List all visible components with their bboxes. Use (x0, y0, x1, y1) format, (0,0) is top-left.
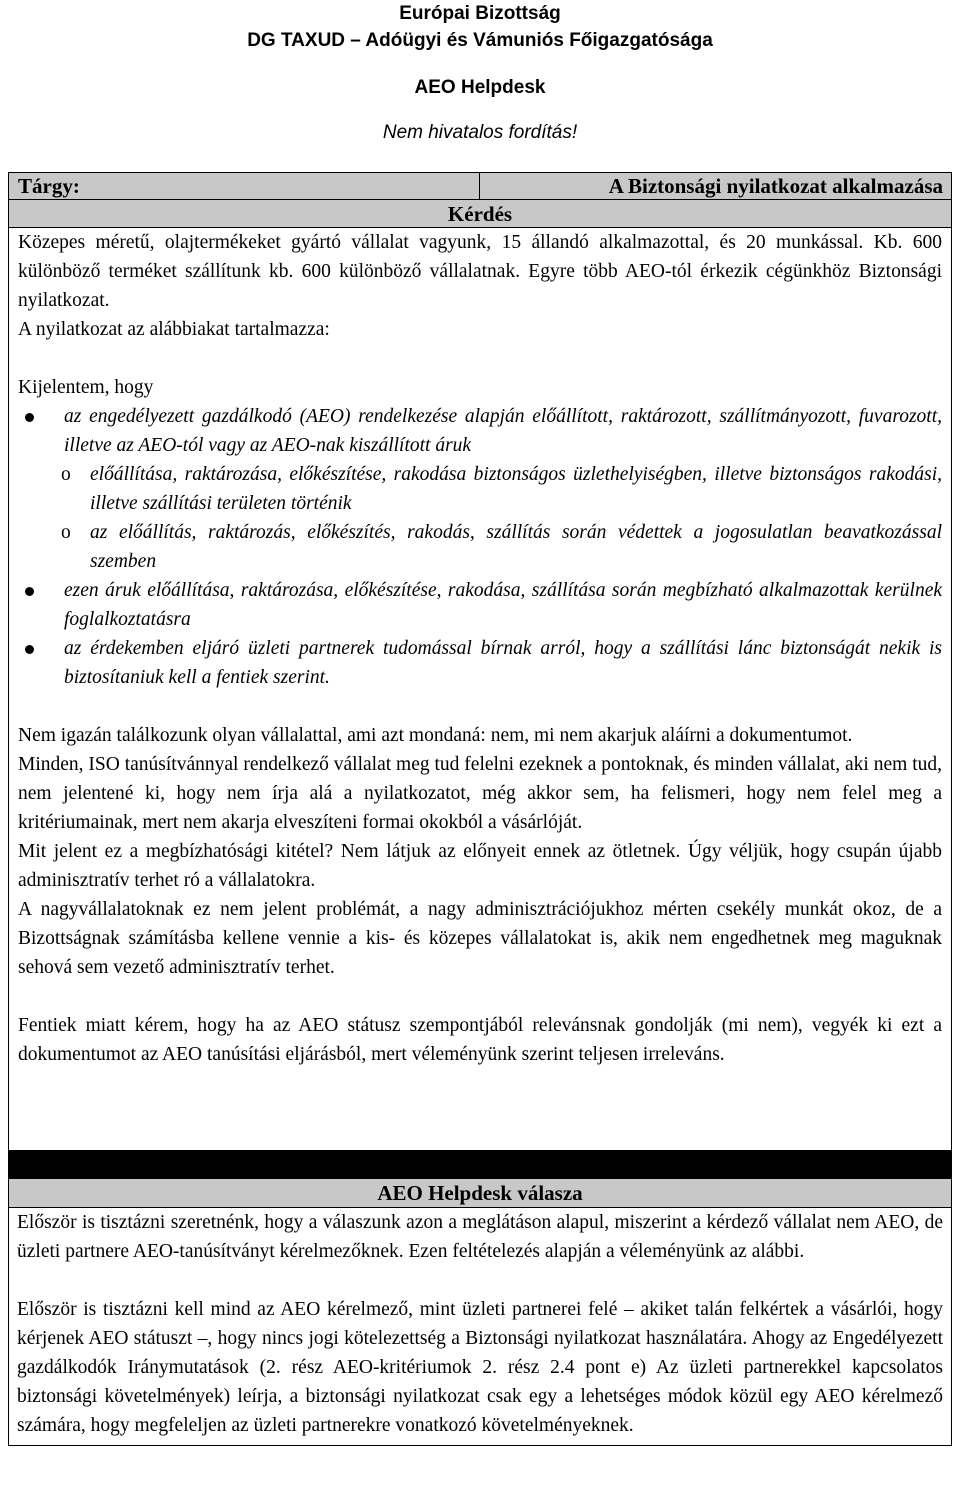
subject-row (8, 172, 952, 200)
list-item (18, 576, 942, 634)
declaration-intro: Kijelentem, hogy (18, 377, 154, 398)
sub-list-item-text: előállítása, raktározása, előkészítése, rakodása biztonságos üzlethelyiségben, illetve biztonságos rakodási, illetve szállítási területen történik (90, 464, 942, 514)
answer-heading: AEO Helpdesk válasza (8, 1179, 952, 1208)
list-item (18, 634, 942, 692)
answer-paragraph: Először is tisztázni kell mind az AEO kérelmező, mint üzleti partnerei felé – akiket talán felkértek a vásárlói, hogy kérjenek AEO státuszt –, hogy nincs jogi kötelezettség a Biztonsági nyilatkozat használatára. Ahogy az Engedélyezett gazdálkodók Iránymutatások (2. rész AEO-kritériumok 2. rész 2.4 pont e) Az üzleti partnerekkel kapcsolatos biztonsági követelmények) leírja, a biztonsági nyilatkozat csak egy a lehetséges módok közül egy AEO kérelmező számára, hogy megfeleljen az üzleti partnerekre vonatkozó követelményeknek. (17, 1299, 943, 1436)
bullet-icon (25, 645, 34, 654)
question-paragraph: Mit jelent ez a megbízhatósági kitétel? Nem látjuk az előnyeit ennek az ötletnek. Úgy véljük, hogy csupán újabb adminisztratív terhet ró a vállalatokra. (18, 841, 942, 891)
question-paragraph: Közepes méretű, olajtermékeket gyártó vállalat vagyunk, 15 állandó alkalmazottal, és 20 munkással. Kb. 600 különböző terméket szállítunk kb. 600 különböző vállalatnak. Egyre több AEO-tól érkezik cégünkhöz Biztonsági nyilatkozat. (18, 232, 942, 311)
separator-bar (8, 1150, 952, 1179)
question-paragraph: A nyilatkozat az alábbiakat tartalmazza: (18, 319, 330, 340)
organization-title: Európai Bizottság (399, 3, 561, 24)
question-paragraph: Fentiek miatt kérem, hogy ha az AEO státusz szempontjából relevánsnak gondolják (mi nem), vegyék ki ezt a dokumentumot az AEO tanúsítási eljárásból, mert véleményünk szerint teljesen irreleváns. (18, 1015, 942, 1065)
list-item-text: ezen áruk előállítása, raktározása, előkészítése, rakodása, szállítása során megbízható alkalmazottak kerülnek foglalkoztatásra (64, 580, 942, 630)
question-paragraph: Minden, ISO tanúsítvánnyal rendelkező vállalat meg tud felelni ezeknek a pontoknak, és minden vállalat, aki nem tud, nem jelentené ki, hogy nem írja alá a nyilatkozatot, még akkor sem, ha felismeri, hogy nem felel meg a kritériumainak, mert nem akarja elveszíteni formai okokból a vásárlóját. (18, 754, 942, 833)
answer-body (8, 1208, 952, 1440)
circle-bullet-icon: o (61, 522, 71, 543)
list-item-text: az engedélyezett gazdálkodó (AEO) rendelkezése alapján előállított, raktározott, szállítmányozott, fuvarozott, illetve az AEO-tól vagy az AEO-nak kiszállított áruk (64, 406, 942, 456)
helpdesk-title: AEO Helpdesk (414, 77, 546, 98)
answer-paragraph: Először is tisztázni szeretnénk, hogy a válaszunk azon a meglátáson alapul, miszerint a kérdező vállalat nem AEO, de üzleti partnere AEO-tanúsítványt kérelmezőknek. Ezen feltételezés alapján a véleményünk az alábbi. (17, 1212, 943, 1262)
translation-note: Nem hivatalos fordítás! (382, 122, 578, 143)
sub-list-item (18, 518, 942, 576)
sub-list-item (18, 460, 942, 518)
question-paragraph: A nagyvállalatoknak ez nem jelent problémát, a nagy adminisztrációjukhoz mérten csekély munkát okoz, de a Bizottságnak számításba kellene vennie a kis- és közepes vállalatokat is, akik nem engedhetnek meg maguknak sehová sem vezető adminisztratív terhet. (18, 899, 942, 978)
list-item (18, 402, 942, 576)
sub-list-item-text: az előállítás, raktározás, előkészítés, rakodás, szállítás során védettek a jogosulatlan beavatkozással szemben (90, 522, 942, 572)
sub-list (18, 460, 942, 576)
subject-title: A Biztonsági nyilatkozat alkalmazása (608, 174, 943, 198)
question-heading: Kérdés (8, 200, 952, 228)
directorate-title: DG TAXUD – Adóügyi és Vámuniós Főigazgatósága (247, 30, 713, 51)
bullet-icon (25, 413, 34, 422)
subject-divider (479, 173, 480, 199)
circle-bullet-icon: o (61, 464, 71, 485)
list-item-text: az érdekemben eljáró üzleti partnerek tudomással bírnak arról, hogy a szállítási lánc biztonságát nekik is biztosítaniuk kell a fentiek szerint. (64, 638, 942, 688)
bullet-icon (25, 587, 34, 596)
declaration-list (18, 402, 942, 692)
subject-label: Tárgy: (18, 174, 80, 198)
question-paragraph: Nem igazán találkozunk olyan vállalattal, ami azt mondaná: nem, mi nem akarjuk aláírni a dokumentumot. (18, 725, 853, 746)
